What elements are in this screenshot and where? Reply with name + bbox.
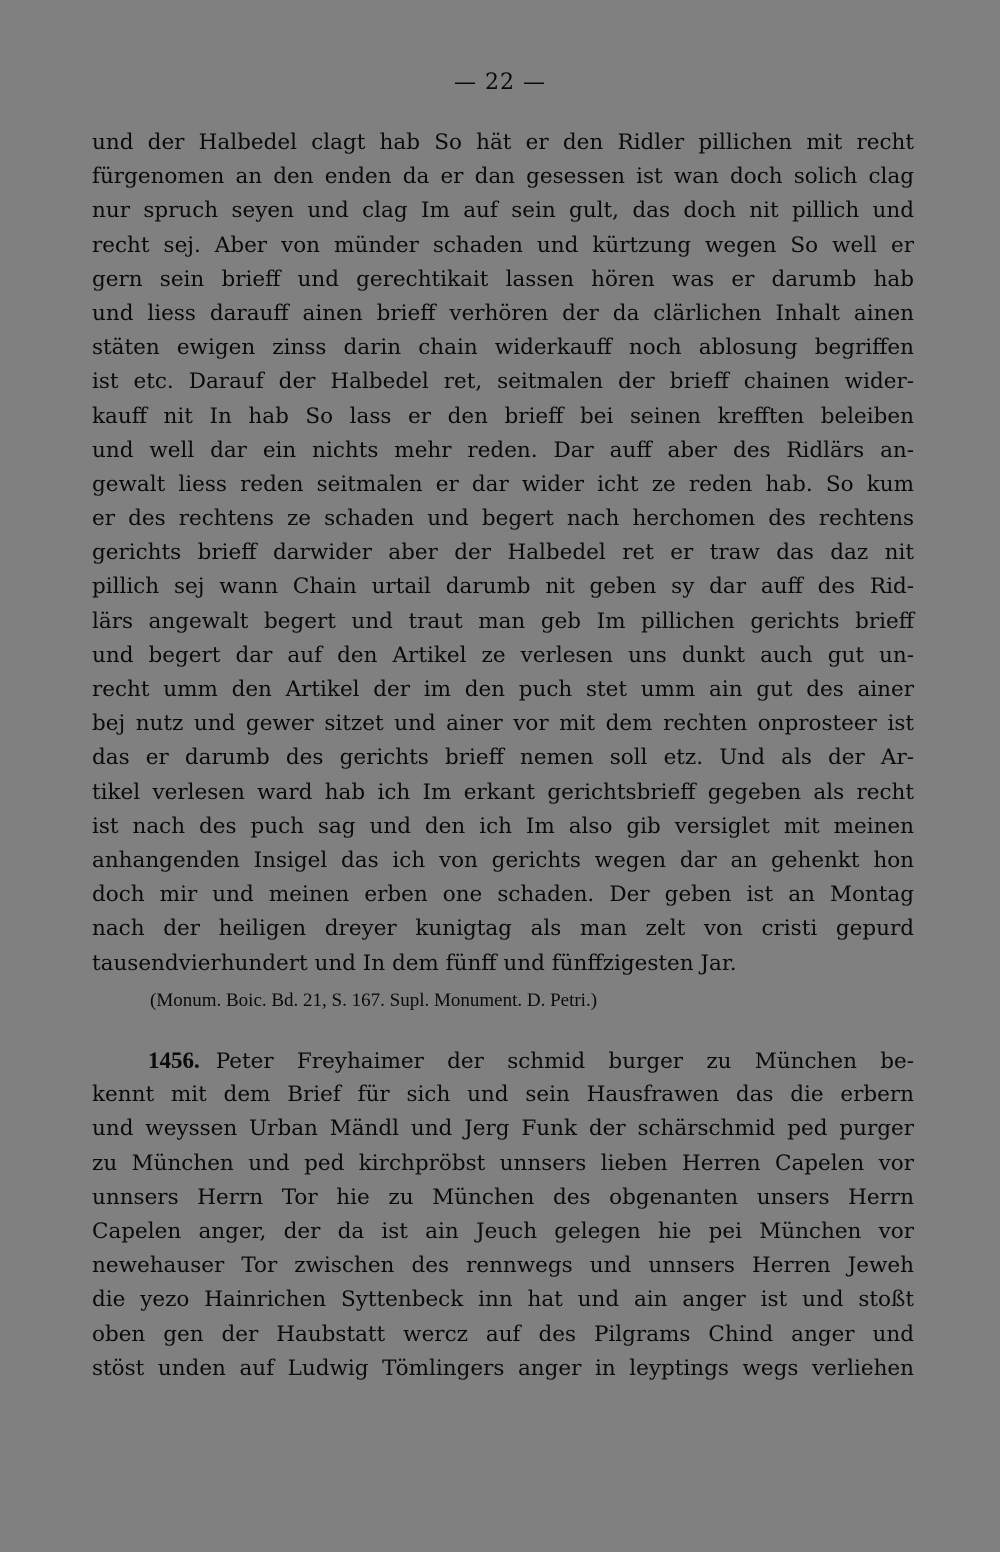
entry-2-first-line [92, 1044, 914, 1078]
text-line: nur spruch seyen und clag Im auf sein gult, das doch nit pillich und [92, 198, 914, 224]
text-line: bej nutz und gewer sitzet und ainer vor mit dem rechten onprosteer ist [92, 711, 914, 737]
text-line: tikel verlesen ward hab ich Im erkant gerichtsbrieff gegeben als recht [92, 779, 914, 805]
text-line: recht sej. Aber von münder schaden und kürtzung wegen So well er [92, 232, 914, 258]
entry-2-first-line-text: Peter Freyhaimer der schmid burger zu München be- [215, 1049, 914, 1074]
text-line: stöst unden auf Ludwig Tömlingers anger in leyptings wegs verliehen [92, 1355, 914, 1381]
text-line: oben gen der Haubstatt wercz auf des Pilgrams Chind anger und [92, 1321, 914, 1347]
entry-year: 1456. [148, 1048, 200, 1073]
entry-1-text [92, 126, 914, 981]
text-line: kauff nit In hab So lass er den brieff bei seinen krefften beleiben [92, 403, 914, 429]
text-line: doch mir und meinen erben one schaden. Der geben ist an Montag [92, 882, 914, 908]
text-line: und liess darauff ainen brieff verhören der da clärlichen Inhalt ainen [92, 300, 914, 326]
text-line: und well dar ein nichts mehr reden. Dar auff aber des Ridlärs an- [92, 437, 914, 463]
text-line: nach der heiligen dreyer kunigtag als man zelt von cristi gepurd [92, 916, 914, 942]
text-line: und begert dar auf den Artikel ze verlesen uns dunkt auch gut un- [92, 642, 914, 668]
text-line: zu München und ped kirchpröbst unnsers lieben Herren Capelen vor [92, 1150, 914, 1176]
text-line: pillich sej wann Chain urtail darumb nit geben sy dar auff des Rid- [92, 574, 914, 600]
citation: (Monum. Boic. Bd. 21, S. 167. Supl. Monument. D. Petri.) [150, 990, 598, 1011]
text-line: gerichts brieff darwider aber der Halbedel ret er traw das daz nit [92, 540, 914, 566]
text-line: recht umm den Artikel der im den puch stet umm ain gut des ainer [92, 677, 914, 702]
text-line: kennt mit dem Brief für sich und sein Hausfrawen das die erbern [92, 1082, 914, 1108]
text-line: das er darumb des gerichts brieff nemen soll etz. Und als der Ar- [92, 745, 914, 771]
text-line: und der Halbedel clagt hab So hät er den Ridler pillichen mit recht [92, 130, 914, 155]
text-line: lärs angewalt begert und traut man geb Im pillichen gerichts brieff [92, 608, 914, 634]
text-line: gewalt liess reden seitmalen er dar wider icht ze reden hab. So kum [92, 471, 914, 497]
text-line: Capelen anger, der da ist ain Jeuch gelegen hie pei München vor [92, 1218, 914, 1244]
entry-2-text [92, 1044, 914, 1386]
text-line: fürgenomen an den enden da er dan gesessen ist wan doch solich clag [92, 164, 914, 190]
text-line: und weyssen Urban Mändl und Jerg Funk der schärschmid ped purger [92, 1116, 914, 1142]
text-line: newehauser Tor zwischen des rennwegs und unnsers Herren Jeweh [92, 1253, 914, 1279]
text-line: ist etc. Darauf der Halbedel ret, seitmalen der brieff chainen wider- [92, 369, 914, 395]
text-line: gern sein brieff und gerechtikait lassen hören was er darumb hab [92, 266, 914, 292]
text-line: unnsers Herrn Tor hie zu München des obgenanten unsers Herrn [92, 1184, 914, 1210]
text-line: anhangenden Insigel das ich von gerichts wegen dar an gehenkt hon [92, 847, 914, 873]
text-line: stäten ewigen zinss darin chain widerkauff noch ablosung begriffen [92, 335, 914, 361]
text-line: ist nach des puch sag und den ich Im also gib versiglet mit meinen [92, 813, 914, 839]
page-number: — 22 — [454, 70, 546, 95]
text-line: er des rechtens ze schaden und begert nach herchomen des rechtens [92, 506, 914, 532]
text-line: tausendvierhundert und In dem fünff und fünffzigesten Jar. [92, 950, 737, 976]
text-line: die yezo Hainrichen Syttenbeck inn hat und ain anger ist und stoßt [92, 1287, 914, 1313]
